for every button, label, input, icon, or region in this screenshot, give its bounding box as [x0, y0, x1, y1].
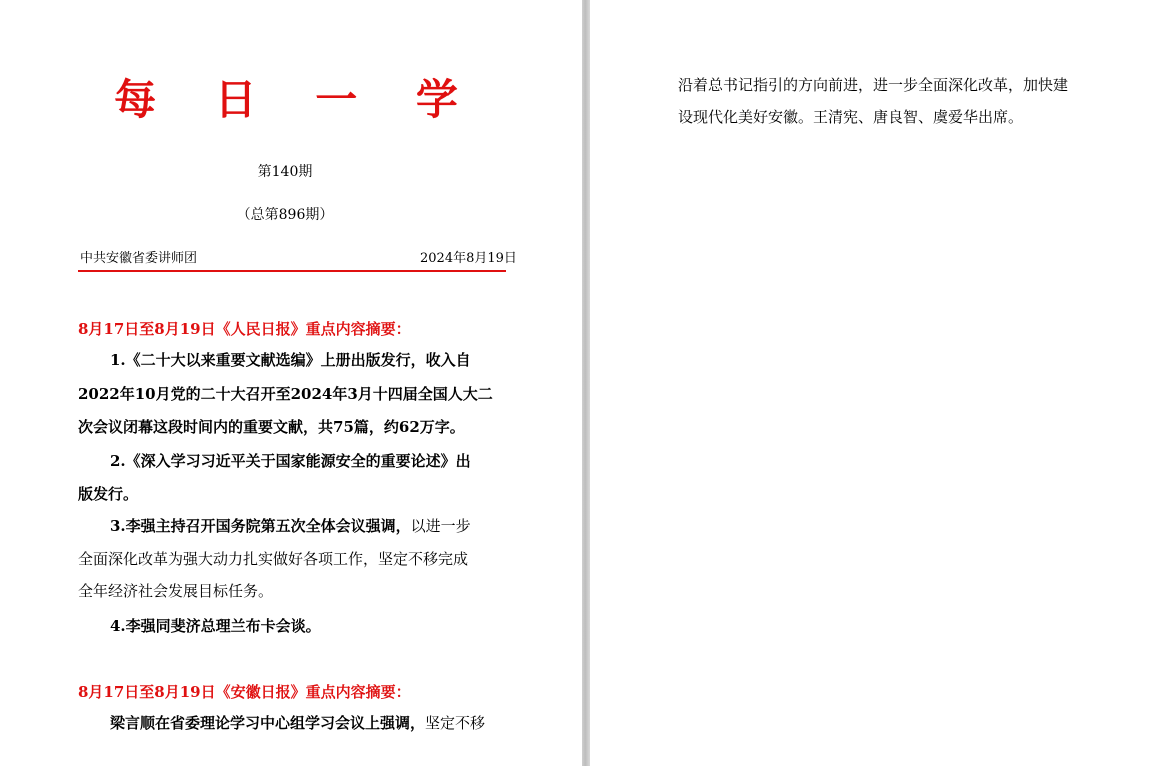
section-title-anhui: 8月17日至8月19日《安徽日报》重点内容摘要：: [78, 683, 411, 701]
page-gutter: [582, 0, 590, 766]
item1-line1: 1.《二十大以来重要文献选编》上册出版发行，收入自: [110, 351, 471, 369]
item2-line2: 版发行。: [78, 485, 139, 503]
header-divider: [78, 270, 506, 272]
item4-line1: 4.李强同斐济总理兰布卡会谈。: [110, 617, 321, 635]
item2-line1: 2.《深入学习习近平关于国家能源安全的重要论述》出: [110, 452, 471, 470]
right-line2: 设现代化美好安徽。王清宪、唐良智、虞爱华出席。: [678, 108, 1024, 126]
right-line1: 沿着总书记指引的方向前进，进一步全面深化改革，加快建: [678, 76, 1069, 94]
section2-item1-normal: 坚定不移: [425, 714, 486, 732]
publish-date: 2024年8月19日: [420, 251, 517, 266]
item1-line2: 2022年10月党的二十大召开至2024年3月十四届全国人大二: [78, 385, 493, 403]
section2-item1-bold: 梁言顺在省委理论学习中心组学习会议上强调，: [110, 714, 426, 732]
issue-number: 第140期: [257, 164, 313, 180]
section2-item1-line1: [110, 712, 485, 734]
section-title-renmin: 8月17日至8月19日《人民日报》重点内容摘要：: [78, 320, 411, 338]
item3-line2: 全面深化改革为强大动力扎实做好各项工作，坚定不移完成: [78, 550, 469, 568]
publisher-org: 中共安徽省委讲师团: [80, 251, 198, 266]
item3-line3: 全年经济社会发展目标任务。: [78, 582, 274, 600]
item3-line1-normal: 以进一步: [410, 517, 471, 535]
masthead-title: 每 日 一 学: [114, 75, 480, 124]
document-page-right: [590, 0, 1174, 766]
item1-line3: 次会议闭幕这段时间内的重要文献，共75篇，约62万字。: [78, 418, 465, 436]
document-page-left: [0, 0, 582, 766]
item3-line1-bold: 3.李强主持召开国务院第五次全体会议强调，: [110, 517, 411, 535]
issue-total: （总第896期）: [236, 207, 334, 223]
item3-line1: [110, 515, 471, 537]
